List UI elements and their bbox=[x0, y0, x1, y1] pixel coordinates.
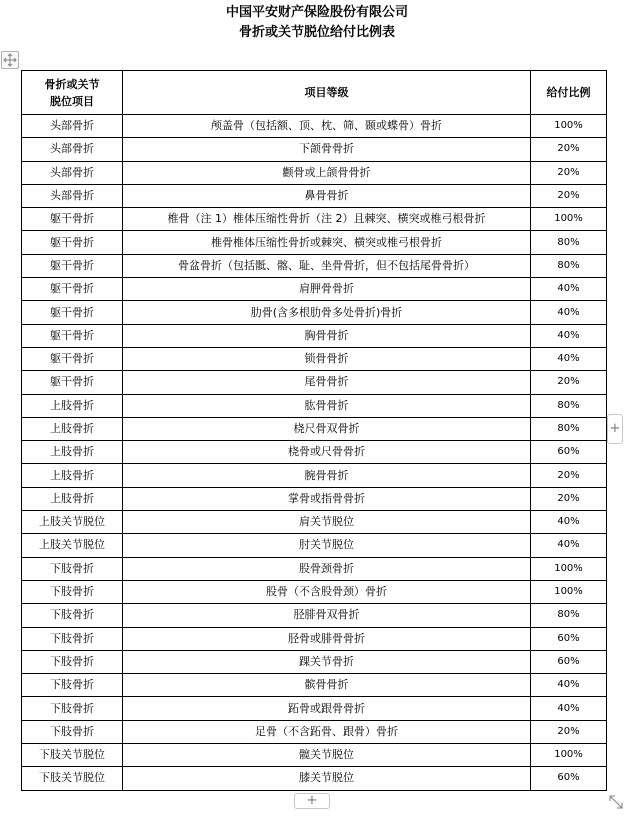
header-category bbox=[22, 71, 123, 115]
cell-ratio: 80% bbox=[531, 231, 607, 254]
cell-category: 躯干骨折 bbox=[22, 278, 123, 301]
table-row bbox=[22, 347, 607, 370]
table-row bbox=[22, 371, 607, 394]
table-move-handle[interactable] bbox=[1, 51, 19, 69]
cell-ratio: 40% bbox=[531, 278, 607, 301]
table-row bbox=[22, 138, 607, 161]
table-row bbox=[22, 487, 607, 510]
cell-category: 上肢骨折 bbox=[22, 441, 123, 464]
header-item: 项目等级 bbox=[123, 71, 531, 115]
cell-item: 肱骨骨折 bbox=[123, 394, 531, 417]
cell-item: 肩胛骨骨折 bbox=[123, 278, 531, 301]
cell-category: 躯干骨折 bbox=[22, 324, 123, 347]
cell-ratio: 40% bbox=[531, 674, 607, 697]
cell-ratio: 100% bbox=[531, 208, 607, 231]
cell-item: 股骨（不含股骨颈）骨折 bbox=[123, 580, 531, 603]
cell-category: 上肢骨折 bbox=[22, 417, 123, 440]
cell-item: 肩关节脱位 bbox=[123, 511, 531, 534]
table-row bbox=[22, 650, 607, 673]
table-row bbox=[22, 697, 607, 720]
cell-item: 胸骨骨折 bbox=[123, 324, 531, 347]
cell-category: 头部骨折 bbox=[22, 161, 123, 184]
cell-ratio: 40% bbox=[531, 697, 607, 720]
cell-item: 尾骨骨折 bbox=[123, 371, 531, 394]
cell-category: 下肢关节脱位 bbox=[22, 744, 123, 767]
cell-category: 上肢骨折 bbox=[22, 464, 123, 487]
cell-category: 躯干骨折 bbox=[22, 208, 123, 231]
cell-ratio: 20% bbox=[531, 720, 607, 743]
table-row bbox=[22, 511, 607, 534]
cell-ratio: 100% bbox=[531, 557, 607, 580]
cell-ratio: 80% bbox=[531, 394, 607, 417]
table-row bbox=[22, 464, 607, 487]
cell-item: 腕骨骨折 bbox=[123, 464, 531, 487]
cell-ratio: 20% bbox=[531, 371, 607, 394]
cell-category: 头部骨折 bbox=[22, 138, 123, 161]
table-row bbox=[22, 674, 607, 697]
cell-item: 股骨颈骨折 bbox=[123, 557, 531, 580]
cell-category: 头部骨折 bbox=[22, 115, 123, 138]
table-row bbox=[22, 184, 607, 207]
cell-item: 膝关节脱位 bbox=[123, 767, 531, 790]
cell-item: 骨盆骨折（包括骶、髂、耻、坐骨骨折，但不包括尾骨骨折） bbox=[123, 254, 531, 277]
document-subtitle: 骨折或关节脱位给付比例表 bbox=[238, 25, 395, 40]
cell-item: 椎骨（注 1）椎体压缩性骨折（注 2）且棘突、横突或椎弓根骨折 bbox=[123, 208, 531, 231]
cell-category: 躯干骨折 bbox=[22, 371, 123, 394]
cell-category: 下肢骨折 bbox=[22, 674, 123, 697]
move-icon bbox=[2, 52, 18, 68]
cell-item: 髌骨骨折 bbox=[123, 674, 531, 697]
table-row bbox=[22, 278, 607, 301]
table-row bbox=[22, 208, 607, 231]
cell-item: 椎骨椎体压缩性骨折或棘突、横突或椎弓根骨折 bbox=[123, 231, 531, 254]
table-row bbox=[22, 744, 607, 767]
table-resize-handle[interactable] bbox=[606, 792, 626, 812]
cell-category: 上肢关节脱位 bbox=[22, 511, 123, 534]
table-row bbox=[22, 301, 607, 324]
cell-item: 胫骨或腓骨骨折 bbox=[123, 627, 531, 650]
resize-diagonal-icon bbox=[606, 792, 626, 812]
cell-item: 跖骨或跟骨骨折 bbox=[123, 697, 531, 720]
add-column-button[interactable]: + bbox=[607, 414, 623, 444]
table-row bbox=[22, 604, 607, 627]
cell-category: 躯干骨折 bbox=[22, 254, 123, 277]
cell-ratio: 100% bbox=[531, 744, 607, 767]
cell-ratio: 60% bbox=[531, 441, 607, 464]
cell-ratio: 20% bbox=[531, 138, 607, 161]
cell-category: 上肢关节脱位 bbox=[22, 534, 123, 557]
table-row bbox=[22, 254, 607, 277]
cell-ratio: 60% bbox=[531, 650, 607, 673]
cell-ratio: 20% bbox=[531, 464, 607, 487]
cell-item: 肋骨(含多根肋骨多处骨折)骨折 bbox=[123, 301, 531, 324]
cell-ratio: 20% bbox=[531, 161, 607, 184]
cell-ratio: 40% bbox=[531, 301, 607, 324]
table-row bbox=[22, 441, 607, 464]
cell-item: 肘关节脱位 bbox=[123, 534, 531, 557]
cell-item: 锁骨骨折 bbox=[123, 347, 531, 370]
cell-item: 鼻骨骨折 bbox=[123, 184, 531, 207]
cell-category: 躯干骨折 bbox=[22, 301, 123, 324]
cell-item: 颅盖骨（包括额、顶、枕、筛、颞或蝶骨）骨折 bbox=[123, 115, 531, 138]
table-row bbox=[22, 557, 607, 580]
cell-item: 足骨（不含跖骨、跟骨）骨折 bbox=[123, 720, 531, 743]
cell-ratio: 80% bbox=[531, 417, 607, 440]
cell-category: 下肢骨折 bbox=[22, 580, 123, 603]
cell-category: 下肢骨折 bbox=[22, 604, 123, 627]
table-row bbox=[22, 231, 607, 254]
table-row bbox=[22, 534, 607, 557]
header-category-line1: 骨折或关节 bbox=[44, 77, 100, 91]
table-row bbox=[22, 115, 607, 138]
table-row bbox=[22, 767, 607, 790]
cell-category: 躯干骨折 bbox=[22, 231, 123, 254]
table-row bbox=[22, 324, 607, 347]
cell-ratio: 80% bbox=[531, 604, 607, 627]
table-body bbox=[22, 115, 607, 791]
cell-category: 下肢骨折 bbox=[22, 720, 123, 743]
table-row bbox=[22, 627, 607, 650]
cell-ratio: 40% bbox=[531, 347, 607, 370]
cell-category: 躯干骨折 bbox=[22, 347, 123, 370]
cell-category: 下肢骨折 bbox=[22, 557, 123, 580]
cell-ratio: 100% bbox=[531, 580, 607, 603]
table-header-row bbox=[22, 71, 607, 115]
cell-category: 头部骨折 bbox=[22, 184, 123, 207]
cell-ratio: 40% bbox=[531, 534, 607, 557]
cell-ratio: 60% bbox=[531, 627, 607, 650]
cell-item: 桡尺骨双骨折 bbox=[123, 417, 531, 440]
cell-item: 下颌骨骨折 bbox=[123, 138, 531, 161]
table-row bbox=[22, 417, 607, 440]
cell-item: 胫腓骨双骨折 bbox=[123, 604, 531, 627]
cell-category: 下肢骨折 bbox=[22, 650, 123, 673]
cell-category: 下肢关节脱位 bbox=[22, 767, 123, 790]
cell-category: 上肢骨折 bbox=[22, 487, 123, 510]
cell-item: 桡骨或尺骨骨折 bbox=[123, 441, 531, 464]
table-row bbox=[22, 161, 607, 184]
table-row bbox=[22, 720, 607, 743]
table-row bbox=[22, 394, 607, 417]
cell-ratio: 20% bbox=[531, 487, 607, 510]
cell-ratio: 40% bbox=[531, 324, 607, 347]
cell-category: 下肢骨折 bbox=[22, 697, 123, 720]
cell-item: 髋关节脱位 bbox=[123, 744, 531, 767]
cell-item: 掌骨或指骨骨折 bbox=[123, 487, 531, 510]
cell-ratio: 20% bbox=[531, 184, 607, 207]
document-title: 中国平安财产保险股份有限公司 bbox=[225, 5, 408, 20]
header-ratio: 给付比例 bbox=[531, 71, 607, 115]
cell-ratio: 80% bbox=[531, 254, 607, 277]
cell-category: 下肢骨折 bbox=[22, 627, 123, 650]
ratio-table bbox=[21, 70, 607, 791]
cell-item: 颧骨或上颌骨骨折 bbox=[123, 161, 531, 184]
cell-item: 踝关节骨折 bbox=[123, 650, 531, 673]
header-category-line2: 脱位项目 bbox=[50, 94, 94, 108]
table-row bbox=[22, 580, 607, 603]
cell-ratio: 100% bbox=[531, 115, 607, 138]
cell-ratio: 60% bbox=[531, 767, 607, 790]
add-row-button[interactable]: + bbox=[294, 793, 330, 809]
cell-category: 上肢骨折 bbox=[22, 394, 123, 417]
cell-ratio: 40% bbox=[531, 511, 607, 534]
